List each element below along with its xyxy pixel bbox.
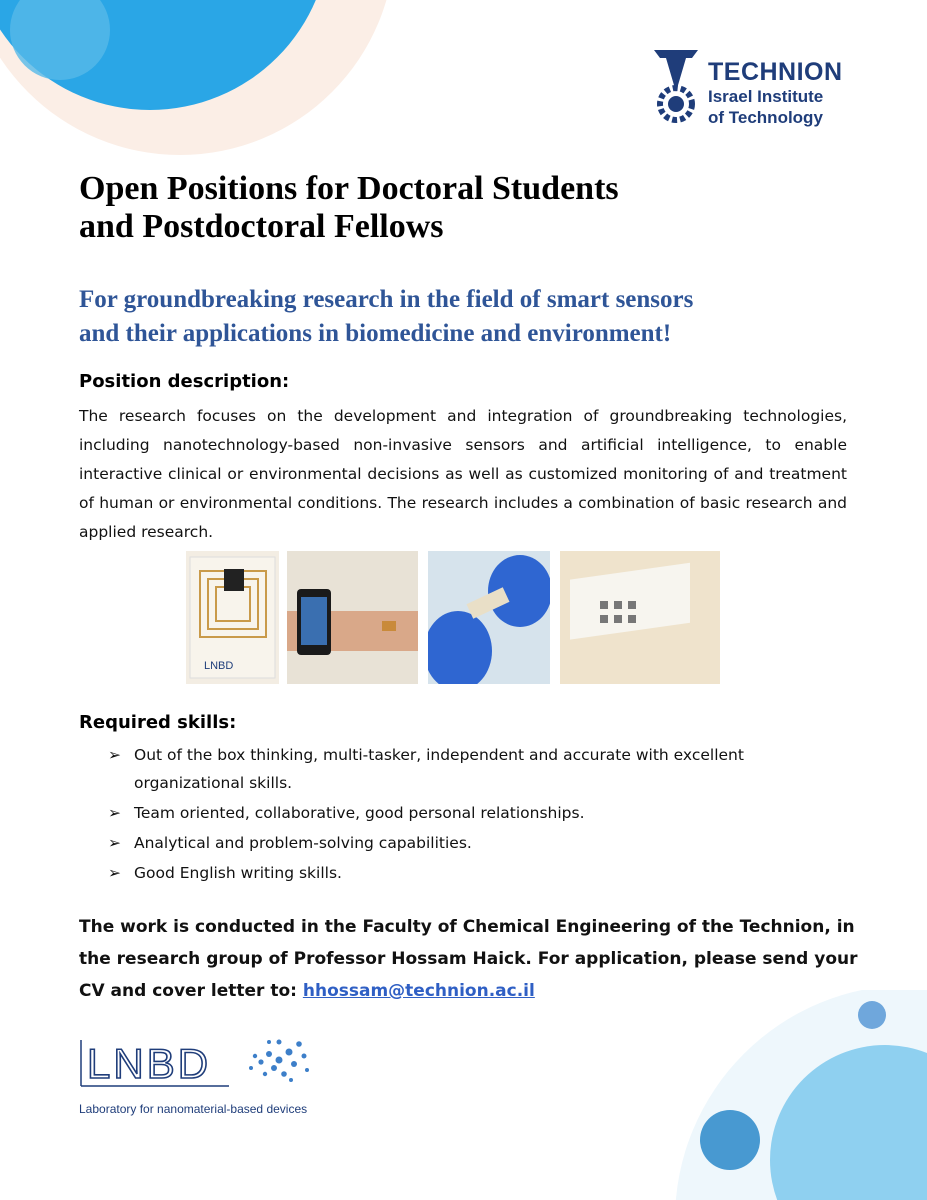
subtitle-line-1: For groundbreaking research in the field of smart sensors xyxy=(79,286,694,313)
skills-heading: Required skills: xyxy=(79,712,237,733)
skills-list xyxy=(108,741,828,889)
list-item: ➢ Out of the box thinking, multi-tasker, independent and accurate with excellent organizational skills. xyxy=(108,741,828,797)
title-line-1: Open Positions for Doctoral Students xyxy=(79,170,619,207)
email-link[interactable]: hhossam@technion.ac.il xyxy=(302,981,535,1001)
lnbd-logo xyxy=(79,1030,319,1120)
technion-logo xyxy=(650,46,860,132)
technion-wordmark: TECHNION xyxy=(708,58,843,86)
closing-text: The work is conducted in the Faculty of Chemical Engineering of the Technion, in the research group of Professor Hossam Haick. For application, please send your CV and cover letter to: xyxy=(79,917,858,1001)
subtitle-line-2: and their applications in biomedicine and environment! xyxy=(79,320,672,347)
list-item: ➢ Good English writing skills. xyxy=(108,859,828,887)
arrow-bullet-icon: ➢ xyxy=(108,804,121,822)
phone-arm-photo xyxy=(287,551,418,684)
position-heading: Position description: xyxy=(79,371,290,392)
gloved-sensor-photo xyxy=(428,551,550,684)
technion-subtitle: Israel Institute of Technology xyxy=(708,87,824,127)
arrow-bullet-icon: ➢ xyxy=(108,746,121,764)
decorative-circles-bottom xyxy=(640,990,927,1200)
lnbd-caption: Laboratory for nanomaterial-based devices xyxy=(79,1102,308,1116)
sensor-array-photo xyxy=(560,551,720,684)
subtitle xyxy=(79,283,879,351)
svg-text:LNBD: LNBD xyxy=(87,1040,212,1087)
svg-text:LNBD: LNBD xyxy=(204,660,234,672)
sensor-chip-photo xyxy=(186,551,279,684)
decorative-circles-top xyxy=(0,0,400,170)
lnbd-mark xyxy=(79,1030,319,1100)
dot-sphere-icon xyxy=(249,1040,309,1083)
technion-emblem-icon xyxy=(650,46,702,130)
arrow-bullet-icon: ➢ xyxy=(108,834,121,852)
title-line-2: and Postdoctoral Fellows xyxy=(79,208,444,245)
list-item: ➢ Analytical and problem-solving capabilities. xyxy=(108,829,828,857)
list-item: ➢ Team oriented, collaborative, good personal relationships. xyxy=(108,799,828,827)
position-description: The research focuses on the development and integration of groundbreaking technologies, including nanotechnology-based non-invasive sensors and artificial intelligence, to enable interactive clinical or environmental decisions as well as customized monitoring of and treatment of human or environmental conditions. The research includes a combination of basic research and applied research. xyxy=(79,407,847,541)
page-title xyxy=(79,170,779,246)
closing-paragraph xyxy=(79,911,869,1007)
arrow-bullet-icon: ➢ xyxy=(108,864,121,882)
